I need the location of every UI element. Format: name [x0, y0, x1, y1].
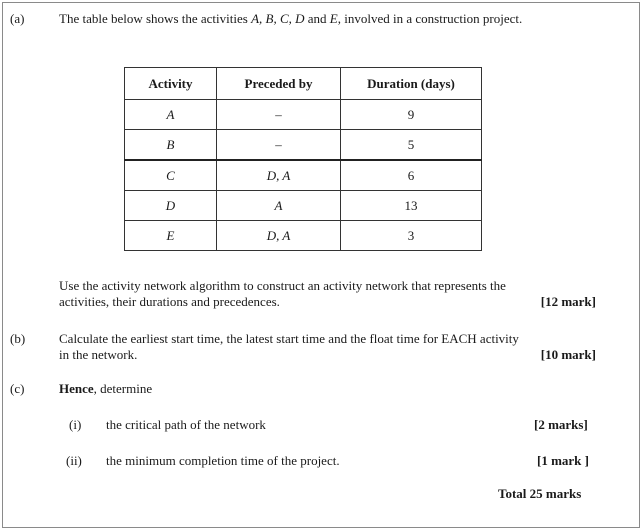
part-a-task-line2	[59, 294, 596, 310]
table-row	[125, 100, 482, 130]
part-a-intro	[59, 11, 522, 27]
cell-duration: 3	[341, 221, 482, 251]
header-preceded-by: Preceded by	[217, 68, 341, 100]
part-a-marks: [12 mark]	[540, 294, 596, 309]
part-b-text-2: in the network.	[59, 347, 138, 362]
header-activity: Activity	[125, 68, 217, 100]
cell-duration: 13	[341, 191, 482, 221]
item-i-marks: [2 marks]	[534, 417, 588, 432]
intro-pre: The table below shows the activities	[59, 11, 252, 26]
cell-activity: A	[125, 100, 217, 130]
intro-and: and	[304, 11, 330, 26]
task-text-1: Use the activity network algorithm to construct an activity network that represents the	[59, 278, 506, 293]
table-header-row	[125, 68, 482, 100]
part-b-text	[59, 331, 596, 363]
table-row	[125, 130, 482, 161]
part-a-label: (a)	[10, 11, 25, 26]
item-ii-number: (ii)	[66, 453, 82, 468]
cell-preceded-by: D, A	[217, 160, 341, 191]
total-marks: Total 25 marks	[498, 486, 582, 501]
cell-duration: 6	[341, 160, 482, 191]
part-c-heading-bold: Hence	[59, 381, 94, 396]
part-a-task-line1	[59, 278, 596, 294]
part-b-line2	[59, 347, 596, 363]
item-i-text: the critical path of the network	[106, 417, 266, 432]
cell-duration: 5	[341, 130, 482, 161]
item-ii-marks: [1 mark ]	[537, 453, 589, 468]
item-i-number: (i)	[69, 417, 82, 432]
cell-activity: C	[125, 160, 217, 191]
cell-preceded-by: D, A	[217, 221, 341, 251]
table-row	[125, 221, 482, 251]
cell-preceded-by: –	[217, 100, 341, 130]
item-ii-text: the minimum completion time of the project.	[106, 453, 340, 468]
cell-preceded-by: A	[217, 191, 341, 221]
part-c-label: (c)	[10, 381, 25, 396]
part-b-line1	[59, 331, 596, 347]
cell-activity: B	[125, 130, 217, 161]
cell-duration: 9	[341, 100, 482, 130]
header-duration: Duration (days)	[341, 68, 482, 100]
part-a-task	[59, 278, 596, 310]
table-row	[125, 191, 482, 221]
table-row	[125, 160, 482, 191]
part-b-label: (b)	[10, 331, 26, 346]
intro-last: E	[329, 11, 338, 26]
cell-activity: E	[125, 221, 217, 251]
cell-preceded-by: –	[217, 130, 341, 161]
intro-letters: A, B, C, D	[251, 11, 305, 26]
part-b-marks: [10 mark]	[540, 347, 596, 362]
part-c-heading	[59, 381, 152, 397]
part-b-text-1: Calculate the earliest start time, the latest start time and the float time for EACH activity	[59, 331, 519, 346]
part-c-heading-rest: , determine	[93, 381, 153, 396]
task-text-2: activities, their durations and precedences.	[59, 294, 280, 309]
cell-activity: D	[125, 191, 217, 221]
activity-table	[124, 67, 482, 251]
intro-post: , involved in a construction project.	[337, 11, 523, 26]
